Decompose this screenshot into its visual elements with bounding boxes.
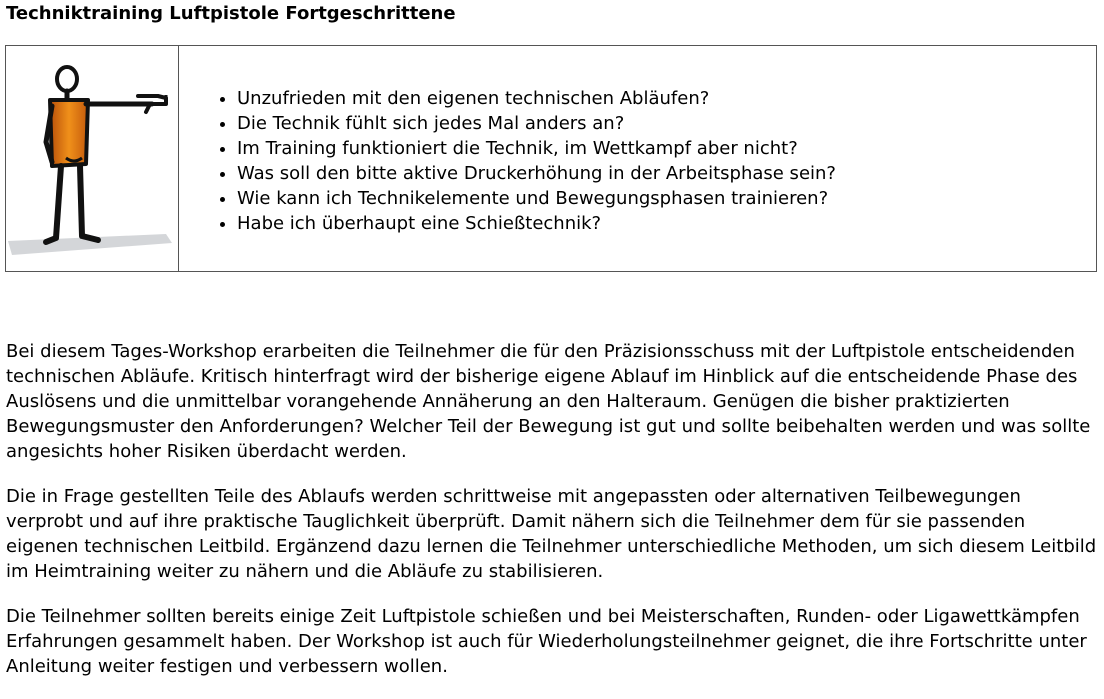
description-paragraph: Bei diesem Tages-Workshop erarbeiten die Teilnehmer die für den Präzisionsschuss mit der Luftpistole entscheidenden technischen Abläufe. Kritisch hinterfragt wird der bisherige eigene Ablauf im Hinblick auf die entscheidende Phase des Auslösens und die unmittelbar vorangehende Annäherung an den Halteraum. Genügen die bisher praktizierten Bewegungsmuster den Anforderungen? Welcher Teil der Bewegung ist gut und sollte beibehalten werden und was sollte angesichts hoher Risiken überdacht werden. [6, 341, 1091, 462]
list-item: • Im Training funktioniert die Technik, im Wettkampf aber nicht? [237, 136, 836, 161]
list-item: • Wie kann ich Technikelemente und Bewegungsphasen trainieren? [237, 186, 836, 211]
illustration-cell [6, 46, 179, 271]
questions-cell [179, 46, 1096, 271]
workshop-description [6, 339, 1098, 699]
list-item: • Unzufrieden mit den eigenen technischen Abläufen? [237, 86, 836, 111]
list-item: • Die Technik fühlt sich jedes Mal anders an? [237, 111, 836, 136]
question-list [217, 86, 836, 236]
list-item: • Habe ich überhaupt eine Schießtechnik? [237, 211, 836, 236]
description-paragraph: Die in Frage gestellten Teile des Ablaufs werden schrittweise mit angepassten oder alternativen Teilbewegungen verprobt und auf ihre praktische Tauglichkeit überprüft. Damit nähern sich die Teilnehmer dem für sie passenden eigenen technischen Leitbild. Ergänzend dazu lernen die Teilnehmer unterschiedliche Methoden, um sich diesem Leitbild im Heimtraining weiter zu nähern und die Abläufe zu stabilisieren. [6, 486, 1097, 582]
page-title: Techniktraining Luftpistole Fortgeschrittene [6, 3, 456, 24]
stick-figure-pointing-pistol-icon [6, 46, 178, 271]
list-item: • Was soll den bitte aktive Druckerhöhung in der Arbeitsphase sein? [237, 161, 836, 186]
intro-box [5, 45, 1097, 272]
description-paragraph: Die Teilnehmer sollten bereits einige Zeit Luftpistole schießen und bei Meisterschaften, Runden- oder Ligawettkämpfen Erfahrungen gesammelt haben. Der Workshop ist auch für Wiederholungsteilnehmer geignet, die ihre Fortschritte unter Anleitung weiter festigen und verbessern wollen. [6, 606, 1087, 677]
